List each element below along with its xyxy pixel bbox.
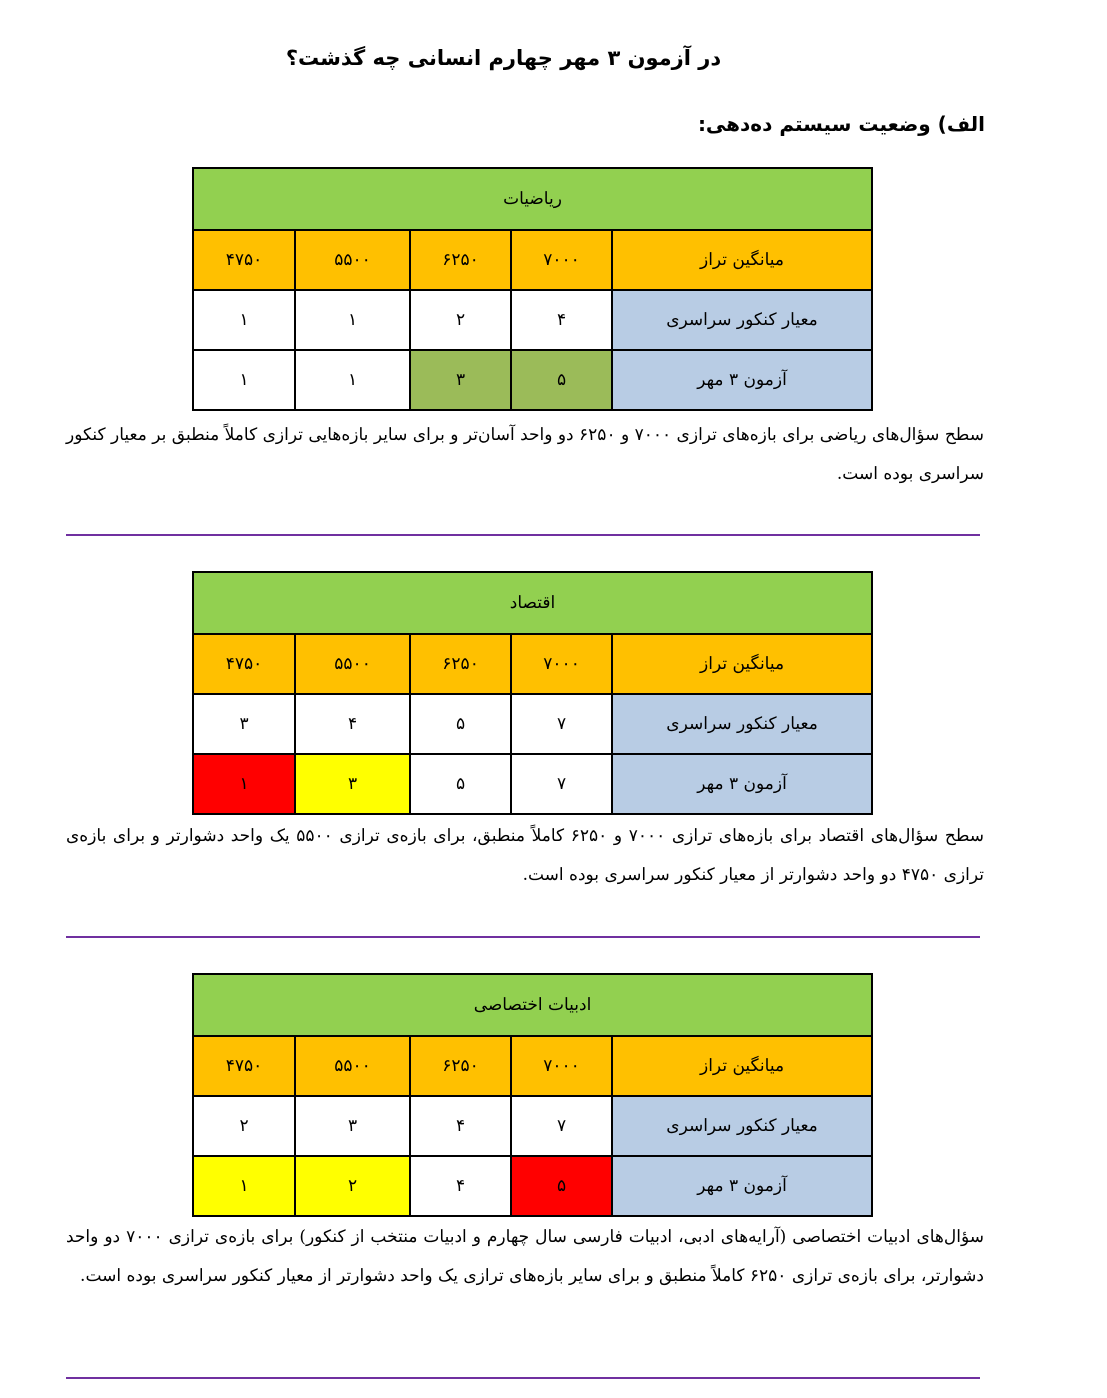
table-cell: ۱	[193, 754, 295, 814]
literature-table	[192, 973, 873, 1217]
column-header: ۵۵۰۰	[295, 230, 410, 290]
section-heading: الف) وضعیت سیستم ده‌دهی:	[697, 112, 985, 136]
table-subject: ادبیات اختصاصی	[193, 974, 872, 1036]
table-cell: ۵	[511, 1156, 612, 1216]
table-cell: ۴	[295, 694, 410, 754]
header-row	[193, 1036, 872, 1096]
table-cell: ۵	[410, 754, 511, 814]
row-label: معیار کنکور سراسری	[612, 694, 872, 754]
row-label: آزمون ۳ مهر	[612, 754, 872, 814]
table-cell: ۱	[193, 350, 295, 410]
table-cell: ۳	[295, 754, 410, 814]
row-label: آزمون ۳ مهر	[612, 1156, 872, 1216]
table-cell: ۴	[410, 1156, 511, 1216]
table-description: سطح سؤال‌های ریاضی برای بازه‌های ترازی ۷۰۰۰ و ۶۲۵۰ دو واحد آسان‌تر و برای سایر بازه‌هایی ترازی کاملاً منطبق بر معیار کنکور سراسری بوده است.	[66, 425, 984, 484]
table-cell: ۲	[295, 1156, 410, 1216]
table-cell: ۷	[511, 1096, 612, 1156]
table-cell: ۲	[410, 290, 511, 350]
table-row	[193, 1096, 872, 1156]
table-row	[193, 694, 872, 754]
column-header: ۵۵۰۰	[295, 634, 410, 694]
column-header: ۴۷۵۰	[193, 230, 295, 290]
table-cell: ۵	[511, 350, 612, 410]
table-cell: ۱	[295, 290, 410, 350]
column-header: ۷۰۰۰	[511, 634, 612, 694]
table-description: سؤال‌های ادبیات اختصاصی (آرایه‌های ادبی، ادبیات فارسی سال چهارم و ادبیات منتخب از کنکور) برای بازه‌ی ترازی ۷۰۰۰ دو واحد دشوارتر، برای بازه‌ی ترازی ۶۲۵۰ کاملاً منطبق و برای سایر بازه‌های ترازی یک واحد دشوارتر از معیار کنکور سراسری بوده است.	[66, 1227, 984, 1286]
table-row	[193, 1156, 872, 1216]
table-cell: ۲	[193, 1096, 295, 1156]
column-header: ۷۰۰۰	[511, 1036, 612, 1096]
column-header: میانگین تراز	[612, 1036, 872, 1096]
table-row	[193, 290, 872, 350]
column-header: ۶۲۵۰	[410, 1036, 511, 1096]
column-header: ۴۷۵۰	[193, 634, 295, 694]
table-cell: ۳	[193, 694, 295, 754]
row-label: معیار کنکور سراسری	[612, 1096, 872, 1156]
table-cell: ۳	[295, 1096, 410, 1156]
column-header: ۵۵۰۰	[295, 1036, 410, 1096]
divider	[66, 936, 980, 938]
column-header: ۷۰۰۰	[511, 230, 612, 290]
column-header: ۶۲۵۰	[410, 634, 511, 694]
table-cell: ۱	[193, 1156, 295, 1216]
column-header: ۴۷۵۰	[193, 1036, 295, 1096]
column-header: میانگین تراز	[612, 634, 872, 694]
column-header: میانگین تراز	[612, 230, 872, 290]
row-label: آزمون ۳ مهر	[612, 350, 872, 410]
economics-table	[192, 571, 873, 815]
table-cell: ۴	[410, 1096, 511, 1156]
table-cell: ۵	[410, 694, 511, 754]
table-row	[193, 754, 872, 814]
header-row	[193, 230, 872, 290]
math-table	[192, 167, 873, 411]
divider	[66, 1377, 980, 1379]
header-row	[193, 634, 872, 694]
table-cell: ۷	[511, 754, 612, 814]
table-cell: ۴	[511, 290, 612, 350]
page-title: در آزمون ۳ مهر چهارم انسانی چه گذشت؟	[285, 46, 722, 70]
table-cell: ۷	[511, 694, 612, 754]
row-label: معیار کنکور سراسری	[612, 290, 872, 350]
table-cell: ۳	[410, 350, 511, 410]
table-cell: ۱	[193, 290, 295, 350]
table-description: سطح سؤال‌های اقتصاد برای بازه‌های ترازی ۷۰۰۰ و ۶۲۵۰ کاملاً منطبق، برای بازه‌ی ترازی ۵۵۰۰ یک واحد دشوارتر و برای بازه‌ی ترازی ۴۷۵۰ دو واحد دشوارتر از معیار کنکور سراسری بوده است.	[66, 826, 985, 885]
table-subject: اقتصاد	[193, 572, 872, 634]
table-cell: ۱	[295, 350, 410, 410]
table-subject: ریاضیات	[193, 168, 872, 230]
column-header: ۶۲۵۰	[410, 230, 511, 290]
divider	[66, 534, 980, 536]
table-row	[193, 350, 872, 410]
